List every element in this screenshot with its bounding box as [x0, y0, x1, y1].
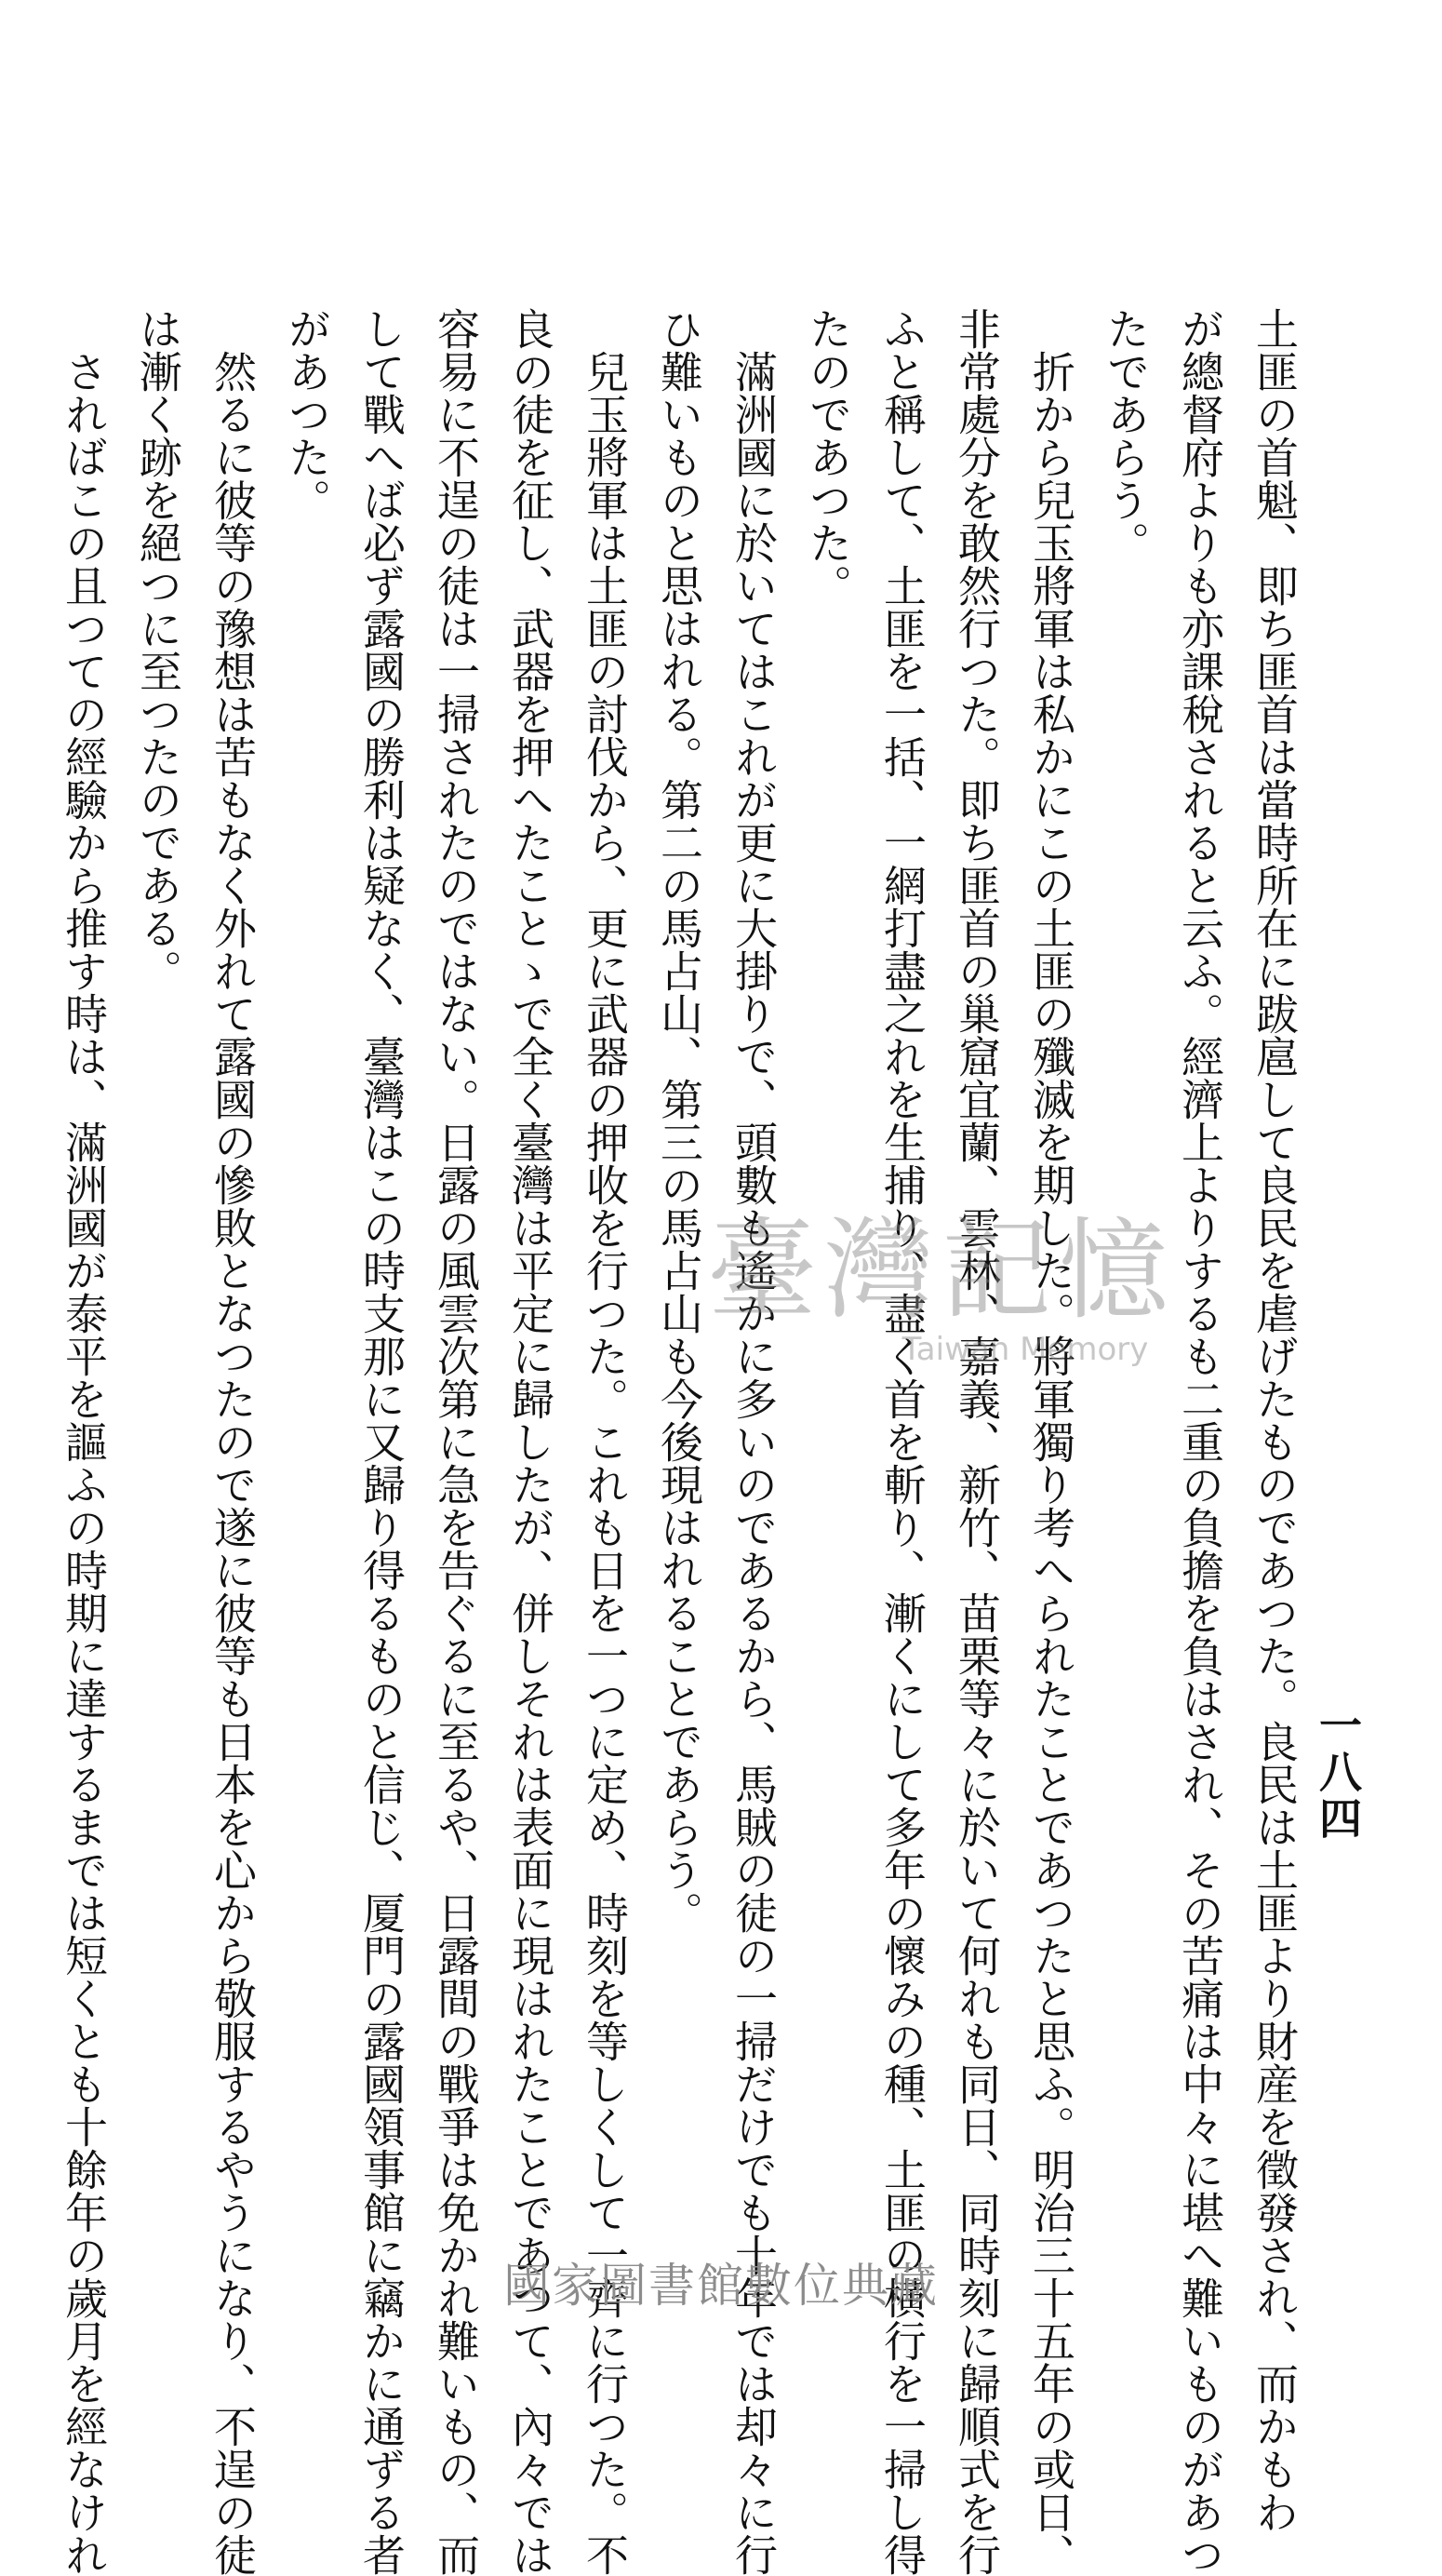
text-line: 滿洲國に於いてはこれが更に大掛りで、頭數も遙かに多いのであるから、馬賊の徒の一掃だけでも十年では却々に行	[728, 307, 779, 2576]
taiwan-memory-watermark	[707, 1182, 1176, 1368]
page-number: 一八四	[1313, 1703, 1363, 1843]
text-line: たであらう。	[1101, 307, 1151, 564]
footer-credit: 國家圖書館數位典藏	[503, 2259, 939, 2313]
text-line: ひ難いものと思はれる。第二の馬占山、第三の馬占山も今後現はれることであらう。	[654, 307, 704, 1934]
text-line: が總督府よりも亦課稅されると云ふ。經濟上よりするも二重の負擔を負はされ、その苦痛は中々に堪へ難いものがあつ	[1175, 307, 1225, 2576]
text-line: 非常處分を敢然行つた。即ち匪首の巢窟宜蘭、雲林、嘉義、新竹、苗栗等々に於いて何れも同日、同時刻に歸順式を行	[952, 307, 1002, 2576]
text-line: ふと稱して、土匪を一括、一網打盡之れを生捕り、盡く首を斬り、漸くにして多年の懷みの種、土匪の横行を一掃し得	[877, 307, 928, 2576]
text-line: 然るに彼等の豫想は苦もなく外れて露國の慘敗となつたので遂に彼等も日本を心から敬服するやうになり、不逞の徒	[207, 307, 258, 2576]
text-line: さればこの且つての經驗から推す時は、滿洲國が泰平を謳ふの時期に達するまでは短くとも十餘年の歲月を經なけれ	[59, 307, 109, 2576]
text-line: 土匪の首魁、即ち匪首は當時所在に跋扈して良民を虐げたものであつた。良民は土匪より財産を徵發され、而かもわ	[1249, 307, 1300, 2533]
text-line: 良の徒を征し、武器を押へたことゝで全く臺灣は平定に歸したが、併しそれは表面に現はれたことであつて、內々では	[505, 307, 555, 2576]
watermark-sub: Taiwan Memory	[901, 1331, 1149, 1368]
text-line: 兒玉將軍は土匪の討伐から、更に武器の押收を行つた。これも日を一つに定め、時刻を等しくして一齊に行つた。不	[580, 307, 630, 2576]
text-line: 折から兒玉將軍は私かにこの土匪の殲滅を期した。將軍獨り考へられたことであつたと思ふ。明治三十五年の或日、	[1026, 307, 1076, 2576]
text-line: があつた。	[282, 307, 332, 521]
watermark-main: 臺灣記憶	[707, 1206, 1177, 1335]
text-line: して戰へば必ず露國の勝利は疑なく、臺灣はこの時支那に又歸り得るものと信じ、厦門の露國領事館に竊かに通ずる者	[356, 307, 407, 2576]
text-line: は漸く跡を絕つに至つたのである。	[133, 307, 183, 992]
text-line: たのであつた。	[803, 307, 853, 607]
text-line: 容易に不逞の徒は一掃されたのではない。日露の風雲次第に急を告ぐるに至るや、日露間の戰爭は免かれ難いもの、而	[431, 307, 481, 2576]
